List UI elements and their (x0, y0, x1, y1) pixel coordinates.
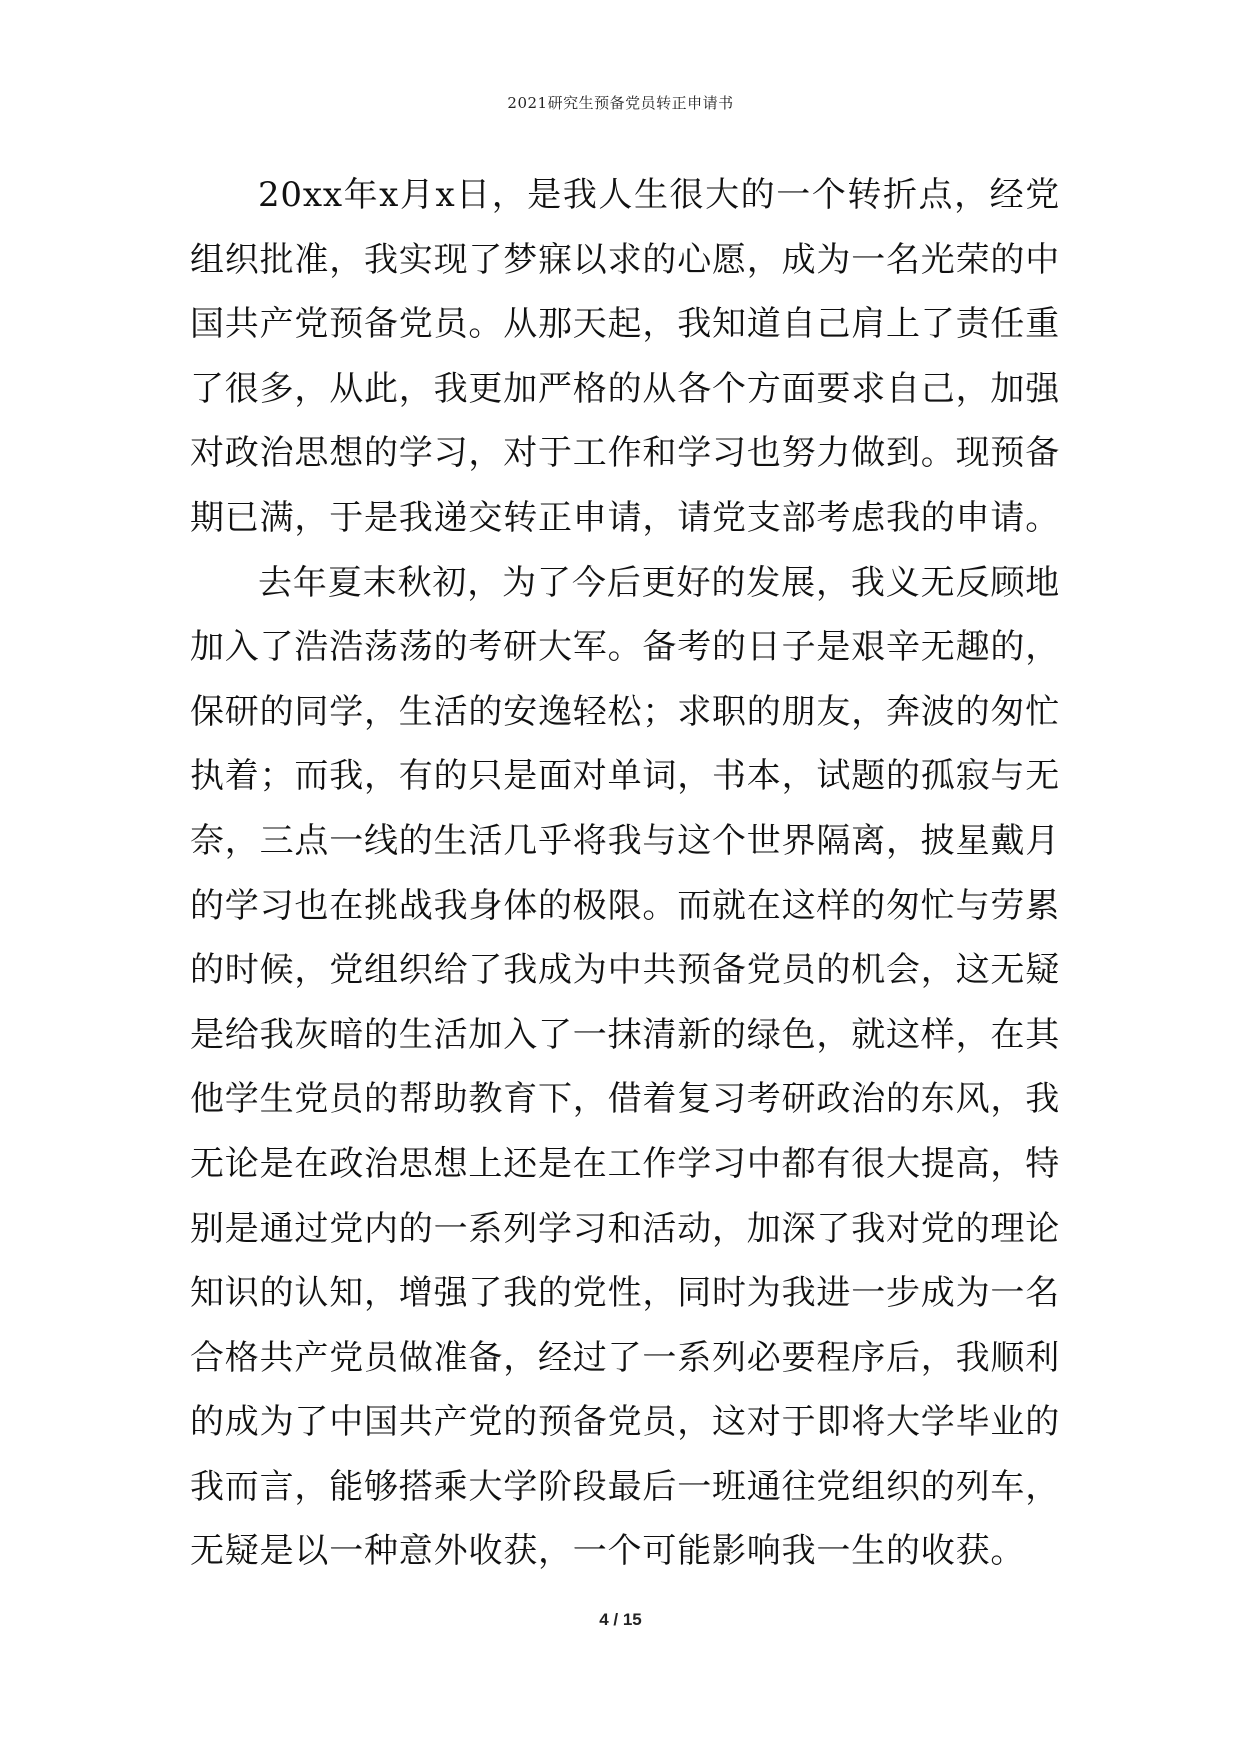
paragraph-2: 去年夏末秋初，为了今后更好的发展，我义无反顾地加入了浩浩荡荡的考研大军。备考的日子是艰辛无趣的，保研的同学，生活的安逸轻松；求职的朋友，奔波的匆忙执着；而我，有的只是面对单词，书本，试题的孤寂与无奈，三点一线的生活几乎将我与这个世界隔离，披星戴月的学习也在挑战我身体的极限。而就在这样的匆忙与劳累的时候，党组织给了我成为中共预备党员的机会，这无疑是给我灰暗的生活加入了一抹清新的绿色，就这样，在其他学生党员的帮助教育下，借着复习考研政治的东风，我无论是在政治思想上还是在工作学习中都有很大提高，特别是通过党内的一系列学习和活动，加深了我对党的理论知识的认知，增强了我的党性，同时为我进一步成为一名合格共产党员做准备，经过了一系列必要程序后，我顺利的成为了中国共产党的预备党员，这对于即将大学毕业的我而言，能够搭乘大学阶段最后一班通往党组织的列车，无疑是以一种意外收获，一个可能影响我一生的收获。 (190, 562, 1060, 1572)
paragraph-1: 20xx年x月x日，是我人生很大的一个转折点，经党组织批准，我实现了梦寐以求的心愿，成为一名光荣的中国共产党预备党员。从那天起，我知道自己肩上了责任重了很多，从此，我更加严格的从各个方面要求自己，加强对政治思想的学习，对于工作和学习也努力做到。现预备期已满，于是我递交转正申请，请党支部考虑我的申请。 (190, 175, 1060, 538)
page-number: 4 / 15 (599, 1610, 642, 1629)
page-header: 2021研究生预备党员转正申请书 (507, 94, 734, 112)
document-body (190, 163, 1060, 1584)
